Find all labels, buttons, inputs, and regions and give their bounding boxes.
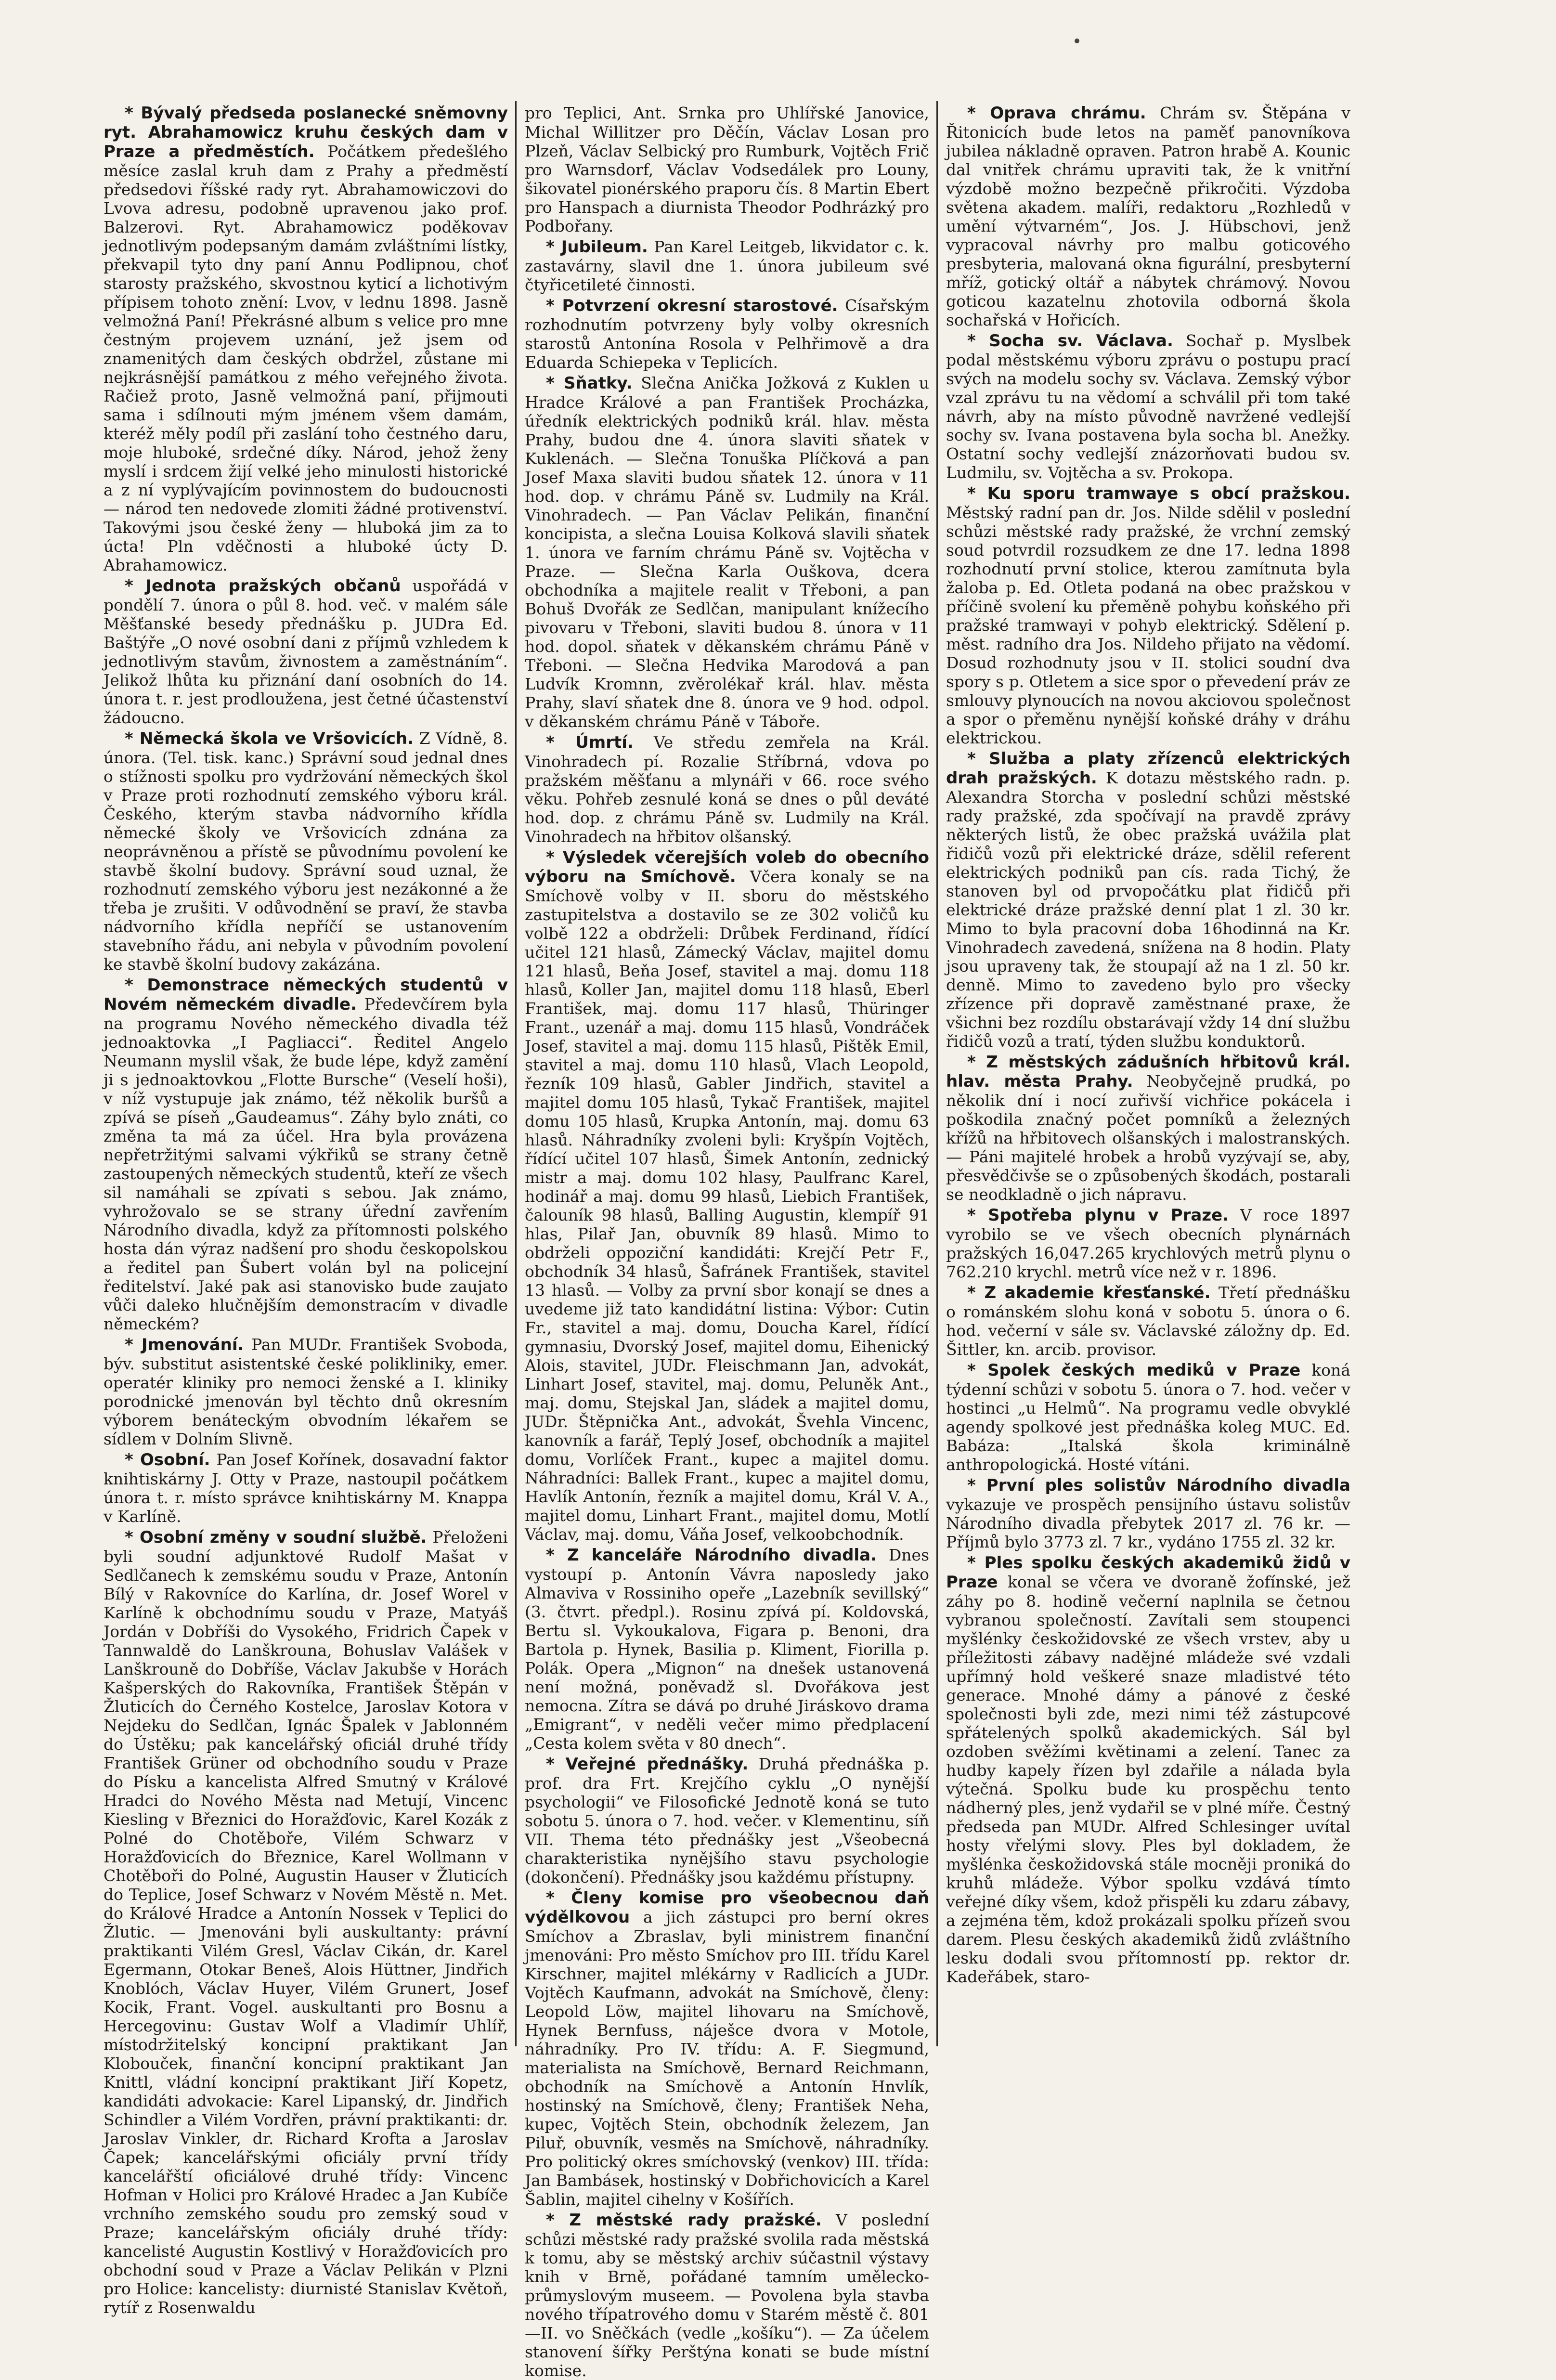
- article-headline: * První ples solistův Národního divadla: [967, 1476, 1350, 1495]
- article-ples-akademiku: [946, 1553, 1350, 1986]
- article-body: Sochař p. Myslbek podal městskému výboru zprávu o postupu prací svých na modelu sochy sv. Václava. Zemský výbor vzal zprávu tu na vědomí a schválil při tom také návrh, aby na místo původně navržené vedlejší sochy sv. Ivana postavena byla socha bl. Anežky. Ostatní sochy vedlejší znázorňovati budou sv. Ludmilu, sv. Vojtěcha a sv. Prokopa.: [946, 331, 1350, 482]
- article-body: K dotazu městského radn. p. Alexandra Storcha v poslední schůzi městské rady pražské, zda spočívají na pravdě zprávy některých listů, že obec pražská uvážila plat řidičů vozů při elektrické dráze, sdělil referent elektrických podniků pan cís. rada Tichý, že stanoven byl od prvopočátku plat řidičů při elektrické dráze pražské denní plat 1 zl. 30 kr. Mimo to byla pracovní doba 16hodinná na Kr. Vinohradech zavedená, snížena na 8 hodin. Platy jsou upraveny tak, že stoupají až na 1 zl. 50 kr. denně. Mimo to zavedeno bylo pro všecky zřízence při dopravě zaměstnané praxe, že všichni bez rozdílu obstarávají vždy 14 dní službu řidičů vozů a tratí, týden službu konduktorů.: [946, 768, 1350, 1051]
- article-akademie: [946, 1283, 1350, 1359]
- article-headline: * Socha sv. Václava.: [967, 331, 1173, 351]
- article-headline: * Z městské rady pražské.: [546, 2211, 822, 2230]
- article-headline: * Z městských zádušních hřbitovů král. hlav. města Prahy.: [946, 1053, 1350, 1091]
- article-oprava-chramu: [946, 104, 1350, 329]
- article-soudni-sluzba: [104, 1528, 508, 2317]
- article-body: V roce 1897 vyrobilo se ve všech obecních plynárnách pražských 16,047.265 krychlových metrů plynu o 762.210 krychl. metrů více než v r. 1896.: [946, 1206, 1351, 1281]
- article-body: Pan Josef Kořínek, dosavadní faktor knihtiskárny J. Otty v Praze, nastoupil počátkem února t. r. místo správce knihtiskárny M. Knappa v Karlíně.: [104, 1450, 508, 1526]
- article-headline: * Demonstrace německých studentů v Novém německém divadle.: [104, 975, 508, 1014]
- article-body: pro Teplici, Ant. Srnka pro Uhlířské Janovice, Michal Willitzer pro Děčín, Václav Losan pro Plzeň, Václav Selbický pro Rumburk, Vojtěch Frič pro Warnsdorf, Václav Vodsedálek pro Louny, šikovatel pionérského praporu čís. 8 Martin Ebert pro Hanspach a diurnista Theodor Podhrázký pro Podbořany.: [525, 104, 929, 235]
- article-body: koná týdenní schůzi v sobotu 5. února o 7. hod. večer v hostinci „u Helmů“. Na programu vedle obvyklé agendy spolkové jest přednáška koleg MUC. Ed. Babáza: „Italská škola kriminálně anthropologická. Hosté vítáni.: [946, 1361, 1350, 1474]
- article-body: konal se včera ve dvoraně žofínské, jež záhy po 8. hodině večerní naplnila se četnou vybranou společností. Zavítali sem stoupenci myšlénky českožidovské ze všech vrstev, aby u příležitosti zábavy nadějné mládeže své vzdali upřímný hold veškeré snaze mladistvé této generace. Mnohé dámy a pánové z české společnosti byli zde, mezi nimi též zástupcové spřátelených spolků akademických. Sál byl ozdoben svěžími květinami a zelení. Tanec za hudby kapely řízen byl zdařile a nálada byla výtečná. Spolku bude ku prospěchu tento nádherný ples, jenž vydařil se v plné míře. Čestný předseda pan MUDr. Alfred Schlesinger uvítal hosty vřelými slovy. Ples byl dokladem, že myšlénka českožidovská stále mocněji proniká do kruhů mládeže. Výbor spolku vzdává tímto veřejné díky všem, kdož přispěli ku zdaru zábavy, a zejména těm, kdož prokázali spolku přízeň svou darem. Plesu českých akademiků židů zvláštního lesku dodali svou přítomností pp. rektor dr. Kadeřábek, staro-: [946, 1573, 1350, 1986]
- article-body: Druhá přednáška p. prof. dra Frt. Krejčího cyklu „O nynější psychologii“ ve Filosofické Jednotě koná se tuto sobotu 5. února o 7. hod. večer. v Klementinu, síň VII. Thema této přednášky jest „Všeobecná charakteristika nynějšího stavu psychologie (dokončení). Přednášky jsou každému přístupny.: [525, 1755, 929, 1886]
- article-volby-smichov: [525, 848, 929, 1544]
- article-headline: * Sňatky.: [546, 374, 633, 393]
- article-body: Předevčírem byla na programu Nového německého divadla též jednoaktovka „I Pagliacci“. Ředitel Angelo Neumann myslil však, že bude lépe, když zamění ji s jednoaktovkou „Flotte Bursche“ (Veselí hoši), v níž vystupuje jak známo, též několik buršů a zpívá se píseň „Gaudeamus“. Záhy bylo znáti, co změna ta má za účel. Hra byla provázena nepřetržitými salvami výkřiků se strany četně zastoupených německých studentů, kteří ze všech sil namáhali se zpívati s sebou. Jak známo, vyhrožovalo se se strany úřední zavřením Národního divadla, když za přítomnosti polského hosta dán výraz nadšení pro shodu českopolskou a ředitel pan Šubert volán byl na policejní ředitelství. Jaké pak asi stanovisko bude zaujato vůči daleko hlučnějším demonstracím v divadle německém?: [104, 995, 508, 1333]
- article-starostove: [525, 296, 929, 372]
- article-plyn: [946, 1206, 1350, 1281]
- article-headline: * Výsledek včerejších voleb do obecního výboru na Smíchově.: [525, 848, 929, 886]
- article-ples-solistu: [946, 1476, 1350, 1551]
- article-headline: * Spotřeba plynu v Praze.: [967, 1206, 1229, 1225]
- article-socha-vaclava: [946, 331, 1350, 482]
- article-body: Pan MUDr. František Svoboda, býv. substitut asistentské české polikliniky, emer. operatér kliniky pro nemoci ženské a I. kliniky porodnické jmenován byl těchto dnů okresním výborem benáteckým obvodním lékařem se sídlem v Dolním Slivně.: [104, 1335, 508, 1448]
- article-jmenovani: [104, 1335, 508, 1448]
- article-tramway: [946, 484, 1350, 747]
- article-body: Městský radní pan dr. Jos. Nilde sdělil v poslední schůzi městské rady pražské, že vrchní zemský soud potvrdil rozsudkem ze dne 17. ledna 1898 rozhodnutí první stolice, kterou zamítnuta byla žaloba p. Ed. Otleta podaná na obec pražskou v příčině svolení ku přeměně pohybu koňského při pražské tramwayi v pohyb elektrický. Sdělení p. měst. radního dra Jos. Nildeho přijato na vědomí. Dosud rozhodnuty jsou v II. stolici soudní dva spory s p. Otletem a sice spor o převedení práv ze smlouvy plynoucích na novou akciovou společnost a spor o přeměnu nynější koňské dráhy v dráhu elektrickou.: [946, 503, 1350, 747]
- article-osobni: [104, 1450, 508, 1526]
- article-body: Včera konaly se na Smíchově volby v II. sboru do městského zastupitelstva a dostavilo se ze 302 voličů ku volbě 122 a obdrželi: Drůbek Ferdinand, řídící učitel 121 hlasů, Zámecký Václav, majitel domu 121 hlasů, Beňa Josef, stavitel a maj. domu 118 hlasů, Koller Jan, majitel domu 118 hlasů, Eberl František, maj. domu 117 hlasů, Thüringer Frant., uzenář a maj. domu 115 hlasů, Vondráček Josef, stavitel a maj. domu 115 hlasů, Pištěk Emil, stavitel a maj. domu 110 hlasů, Vlach Leopold, řezník 109 hlasů, Gabler Jindřich, stavitel a majitel domu 105 hlasů, Tykač František, majitel domu 105 hlasů, Krupka Antonín, maj. domu 63 hlasů. Náhradníky zvoleni byli: Kryšpín Vojtěch, řídící učitel 107 hlasů, Šimek Antonín, zednický mistr a maj. domu 102 hlasy, Paulfranc Karel, hodinář a maj. domu 99 hlasů, Liebich František, čalouník 98 hlasů, Balling Augustin, klempíř 91 hlas, Pilař Jan, obuvník 89 hlasů. Mimo to obdrželi oppoziční kandidáti: Krejčí Petr F., obchodník 34 hlasů, Šafránek František, stavitel 13 hlasů. — Volby za první sbor konají se dnes a uvedeme již tato kandidátní listina: Výbor: Cutin Fr., stavitel a maj. domu, Doucha Karel, řídící gymnasiu, Dvorský Josef, majitel domu, Eihenický Alois, stavitel, JUDr. Fleischmann Jan, advokát, Linhart Josef, stavitel, maj. domu, Peluněk Ant., maj. domu, Stejskal Jan, sládek a majitel domu, JUDr. Štěpnička Ant., advokát, Švehla Vincenc, kanovník a farář, Teplý Josef, obchodník a majitel domu, Vorlíček Frant., kupec a majitel domu. Náhradníci: Ballek Frant., kupec a majitel domu, Havlík Antonín, řezník a majitel domu, Král V. A., majitel domu, Linhart Frant., majitel domu, Motlí Václav, maj. domu, Váňa Josef, velkoobchodník.: [525, 867, 929, 1544]
- article-headline: * Jubileum.: [546, 237, 648, 257]
- article-headline: * Jmenování.: [125, 1335, 244, 1354]
- article-komise-dan: [525, 1888, 929, 2209]
- article-body: Ve středu zemřela na Král. Vinohradech pí. Rozalie Stříbrná, vdova po pražském měšťanu a mlynáři v 66. roce svého věku. Pohřeb zesnulé koná se dnes o půl deváté hod. dop. z chrámu Páně sv. Ludmily na Král. Vinohradech na hřbitov olšanský.: [525, 733, 929, 846]
- text-column-3: [946, 104, 1350, 2044]
- article-headline: * Ples spolku českých akademiků židů v Praze: [946, 1553, 1350, 1592]
- article-headline: * Potvrzení okresní starostové.: [546, 296, 838, 315]
- article-headline: * Členy komise pro všeobecnou daň výdělkovou: [525, 1888, 929, 1927]
- article-medici: [946, 1361, 1350, 1474]
- article-body: vykazuje ve prospěch pensijního ústavu solistův Národního divadla přebytek 2017 zl. 76 kr. — Příjmů bylo 3773 zl. 7 kr., vydáno 1755 zl. 32 kr.: [946, 1495, 1350, 1551]
- article-continuation: [525, 104, 929, 235]
- article-body: Dnes vystoupí p. Antonín Vávra naposledy jako Almaviva v Rossiniho opeře „Lazebník sevillský“ (3. čtvrt. předpl.). Rosinu zpívá pí. Koldovská, Bertu sl. Vykoukalova, Figara p. Benoni, dra Bartola p. Hynek, Basilia p. Kliment, Fiorilla p. Polák. Opera „Mignon“ na dnešek ustanovená není možná, poněvadž sl. Dvořákova jest nemocna. Zítra se dává po druhé Jiráskovo drama „Emigrant“, v neděli večer mimo předplacení „Cesta kolem světa v 80 dnech“.: [525, 1546, 929, 1753]
- print-speck: [1075, 39, 1079, 43]
- article-headline: * Oprava chrámu.: [967, 104, 1146, 123]
- article-prednasky: [525, 1755, 929, 1886]
- article-narodni-divadlo: [525, 1546, 929, 1753]
- article-headline: * Spolek českých mediků v Praze: [967, 1361, 1301, 1380]
- column-divider: [936, 101, 938, 2046]
- article-jednota: [104, 576, 508, 727]
- article-demonstrace: [104, 975, 508, 1333]
- article-body: V poslední schůzi městské rady pražské svolila rada městská k tomu, aby se městský archiv súčastnil výstavy knih v Brně, pořádané tamním umělecko-průmyslovým museem. — Povolena byla stavba nového třípatrového domu v Starém městě č. 801—II. vo Sněčkách (vedle „košíku“). — Za účelem stanovení šířky Perštýna konati se bude místní komise.: [525, 2211, 929, 2380]
- article-body: uspořádá v pondělí 7. února o půl 8. hod. več. v malém sále Měšťanské besedy přednášku p. JUDra Ed. Baštýře „O nové osobní dani z příjmů vzhledem k jednotlivým stavům, živnostem a zaměstnáním“. Jelikož lhůta ku přiznání daní osobních do 14. února t. r. jest prodloužena, jest četné účastenství žádoucno.: [104, 576, 508, 727]
- article-headline: * Služba a platy zřízenců elektrických drah pražských.: [946, 749, 1350, 788]
- text-column-1: [104, 104, 508, 2317]
- article-headline: * Německá škola ve Vršovicích.: [125, 729, 414, 748]
- article-headline: * Ku sporu tramwaye s obcí pražskou.: [967, 484, 1350, 503]
- article-snatky: [525, 374, 929, 731]
- article-headline: * Veřejné přednášky.: [546, 1755, 749, 1774]
- column-divider: [515, 101, 517, 2046]
- article-body: Přeloženi byli soudní adjunktové Rudolf Mašat v Sedlčanech k zemskému soudu v Praze, Antonín Bílý v Rakovníce do Karlína, dr. Josef Worel v Karlíně k obchodnímu soudu v Praze, Matyáš Jordán v Dobříši do Vysokého, Fridrich Čapek v Tannwaldě do Lanškrouna, Bohuslav Valášek v Lanškrouně do Dobříše, Václav Jakubše v Horách Kašperských do Rakovníka, František Štěpán v Žluticích do Černého Kostelce, Jaroslav Kotora v Nejdeku do Sedlčan, Ignác Špalek v Jablonném do Ústěku; pak kancelářský oficiál druhé třídy František Grüner od obchodního soudu v Praze do Písku a kancelista Alfred Smutný v Králové Hradci do Nového Města nad Metují, Vincenc Kiesling v Březnici do Horažďovic, Karel Kozák z Polné do Chotěboře, Vilém Schwarz v Horažďovicích do Březnice, Karel Wollmann v Chotěboři do Polné, Augustin Hauser v Žluticích do Teplice, Josef Schwarz v Novém Městě n. Met. do Králové Hradce a Antonín Nossek v Teplici do Žlutic. — Jmenováni byli auskultanty: právní praktikanti Vilém Gresl, Václav Cikán, dr. Karel Egermann, Otokar Beneš, Alois Hüttner, Jindřich Knoblóch, Václav Huyer, Vilém Grunert, Josef Kocik, Frant. Vogel. auskultanti pro Bosnu a Hercegovinu: Gustav Wolf a Vladimír Uhlíř, místodržitelský koncipní praktikant Jan Klobouček, finanční koncipní praktikant Jan Knittl, vládní koncipní praktikant Jiří Kopetz, kandidáti advokacie: Karel Lipanský, dr. Jindřich Schindler a Vilém Vordřen, právní praktikanti: dr. Jaroslav Vinkler, dr. Richard Krofta a Jaroslav Čapek; kancelářskými oficiály první třídy kancelářští oficiálové druhé třídy: Vincenc Hofman v Holici pro Králové Hradec a Jan Kubíče vrchního zemského soudu pro zemský soud v Praze; kancelářským oficiály druhé třídy: kancelisté Augustin Kostlivý v Horažďovicích pro obchodní soud v Praze a Václav Pelikán v Plzni pro Holice: kancelisty: diurnisté Stanislav Květoň, rytíř z Rosenwaldu: [104, 1528, 508, 2317]
- article-nemecka-skola: [104, 729, 508, 974]
- article-body: Třetí přednášku o románském slohu koná v sobotu 5. února o 6. hod. večerní v sále sv. Václavské záložny dp. Ed. Šittler, kn. arcib. provisor.: [946, 1283, 1350, 1359]
- article-hrbitovy: [946, 1053, 1350, 1204]
- article-body: Pan Karel Leitgeb, likvidator c. k. zastavárny, slavil dne 1. února jubileum své čtyřicetileté činnosti.: [525, 237, 930, 294]
- article-abrahamowicz: [104, 104, 508, 574]
- article-headline: * Úmrtí.: [546, 733, 634, 752]
- article-headline: * Jednota pražských občanů: [125, 576, 401, 596]
- article-body: Císařským rozhodnutím potvrzeny byly volby okresních starostů Antonína Rosola v Pelhřimově a dra Eduarda Schiepeka v Teplicích.: [525, 296, 929, 372]
- article-body: Z Vídně, 8. února. (Tel. tisk. kanc.) Správní soud jednal dnes o stížnosti spolku pro vydržování německých škol v Praze proti rozhodnutí zemského výboru král. Českého, kterým stavba nádvorního křídla německé školy ve Vršovicích zdnána za neoprávněnou a přístě se původnímu povolení ke stavbě školní budovy. Správní soud uznal, že rozhodnutí zemského výboru jest nezákonné a že třeba je zrušiti. V odůvodnění se praví, že stavba nádvorního křídla nepříčí se ustanovením stavebního řádu, ani nebyla v původním povolení ke stavbě školní budovy zakázána.: [104, 729, 508, 974]
- article-body: a jich zástupci pro berní okres Smíchov a Zbraslav, byli ministrem finanční jmenováni: Pro město Smíchov pro III. třídu Karel Kirschner, majitel mlékárny v Radlicích a JUDr. Vojtěch Kaufmann, advokát na Smíchově, členy: Leopold Löw, majitel lihovaru na Smíchově, Hynek Bernfuss, náješce dvora v Motole, náhradníky. Pro IV. třídu: A. F. Siegmund, materialista na Smíchově, Bernard Reichmann, obchodník na Smíchově a Antonín Hnvlík, hostinský na Smíchově, členy; František Neha, kupec, Vojtěch Stein, obchodník železem, Jan Piluř, obuvník, vesměs na Smíchově, náhradníky. Pro politický okres smíchovský (venkov) III. třída: Jan Bambásek, hostinský v Dobřichovicích a Karel Šablin, majitel cihelny v Košířích.: [525, 1908, 929, 2209]
- article-mestska-rada: [525, 2211, 929, 2380]
- article-body: Slečna Anička Jožková z Kuklen u Hradce Králové a pan František Procházka, úředník elektrických podniků král. hlav. města Prahy, budou dne 4. února slaviti sňatek v Kuklenách. — Slečna Tonuška Plíčková a pan Josef Maxa slaviti budou sňatek 12. února v 11 hod. dop. v chrámu Páně sv. Ludmily na Král. Vinohradech. — Pan Václav Pelikán, finanční koncipista, a slečna Louisa Kolková slavili sňatek 1. února ve farním chrámu Páně sv. Vojtěcha v Praze. — Slečna Karla Ouškova, dcera obchodníka a majitele realit v Třeboni, a pan Bohuš Dvořák ze Sedlčan, manipulant knížecího pivovaru v Třeboni, slaviti budou 8. února v 11 hod. dopol. sňatek v děkanském chrámu Páně v Třeboni. — Slečna Hedvika Marodová a pan Ludvík Kromnn, zvěrolékař král. hlav. města Prahy, slaví sňatek dne 8. února ve 9 hod. odpol. v děkanském chrámu Páně v Táboře.: [525, 374, 929, 731]
- article-elektricke-drahy: [946, 749, 1350, 1051]
- article-headline: * Bývalý předseda poslanecké sněmovny ryt. Abrahamowicz kruhu českých dam v Praze a předměstích.: [104, 104, 508, 161]
- article-umrti: [525, 733, 929, 846]
- article-headline: * Osobní změny v soudní službě.: [125, 1528, 427, 1547]
- text-column-2: [525, 104, 930, 2380]
- article-headline: * Z kanceláře Národního divadla.: [546, 1546, 877, 1565]
- article-body: Počátkem předešlého měsíce zaslal kruh dam z Prahy a předměstí předsedovi říšské rady ryt. Abrahamowiczovi do Lvova adresu, podobně upravenou jako prof. Balzerovi. Ryt. Abrahamowicz poděkovav jednotlivým podepsaným damám zvláštními lístky, překvapil tyto dny paní Annu Podlipnou, choť starosty pražského, skvostnou kyticí a lichotivým přípisem tohoto znění: Lvov, v lednu 1898. Jasně velmožná Paní! Překrásné album s velice pro mne čestným projevem uznání, jež jsem od znamenitých dam českých obdržel, zůstane mi nejkrásnější památkou z mého veřejného života. Račiež proto, Jasně velmožná paní, přijmouti sama i sdílnouti mým jménem všem damám, kteréž měly podíl při zaslání toho čestného daru, moje hluboké, srdečné díky. Národ, jehož ženy myslí i srdcem žijí velké jeho minulosti historické a z ní vyplývajícím povinnostem do budoucnosti — národ ten nedovede zlomiti žádné protivenství. Takovými jsou české ženy — hluboká jim za to úcta! Pln vděčnosti a hluboké úcty D. Abrahamowicz.: [104, 142, 508, 574]
- article-body: Chrám sv. Štěpána v Řitonicích bude letos na paměť panovníkova jubilea nákladně opraven. Patron hrabě A. Kounic dal vnitřek chrámu upraviti tak, že k vnitřní výzdobě možno bezpečně přikročiti. Výzdoba světena akadem. malíři, redaktoru „Rozhledů v umění výtvarném“, Jos. J. Hübschovi, jenž vypracoval návrhy pro malbu goticového presbyteria, malovaná okna figurální, presbyterní mříž, gotický oltář a nábytek chrámový. Novou goticou kazatelnu zhotovila odborná škola sochařská v Hořicích.: [946, 104, 1350, 329]
- article-body: Neobyčejně prudká, po několik dní i nocí zuřivší vichřice pokácela i poškodila značný počet pomníků a železných křížů na hřbitovech olšanských i malostranských. — Páni majitelé hrobek a hrobů vyzývají se, aby, přesvědčivše se o způsobených škodách, postarali se neodkladně o jich nápravu.: [946, 1072, 1350, 1204]
- article-jubileum: [525, 237, 929, 294]
- article-headline: * Osobní.: [125, 1450, 210, 1470]
- article-headline: * Z akademie křesťanské.: [967, 1283, 1211, 1302]
